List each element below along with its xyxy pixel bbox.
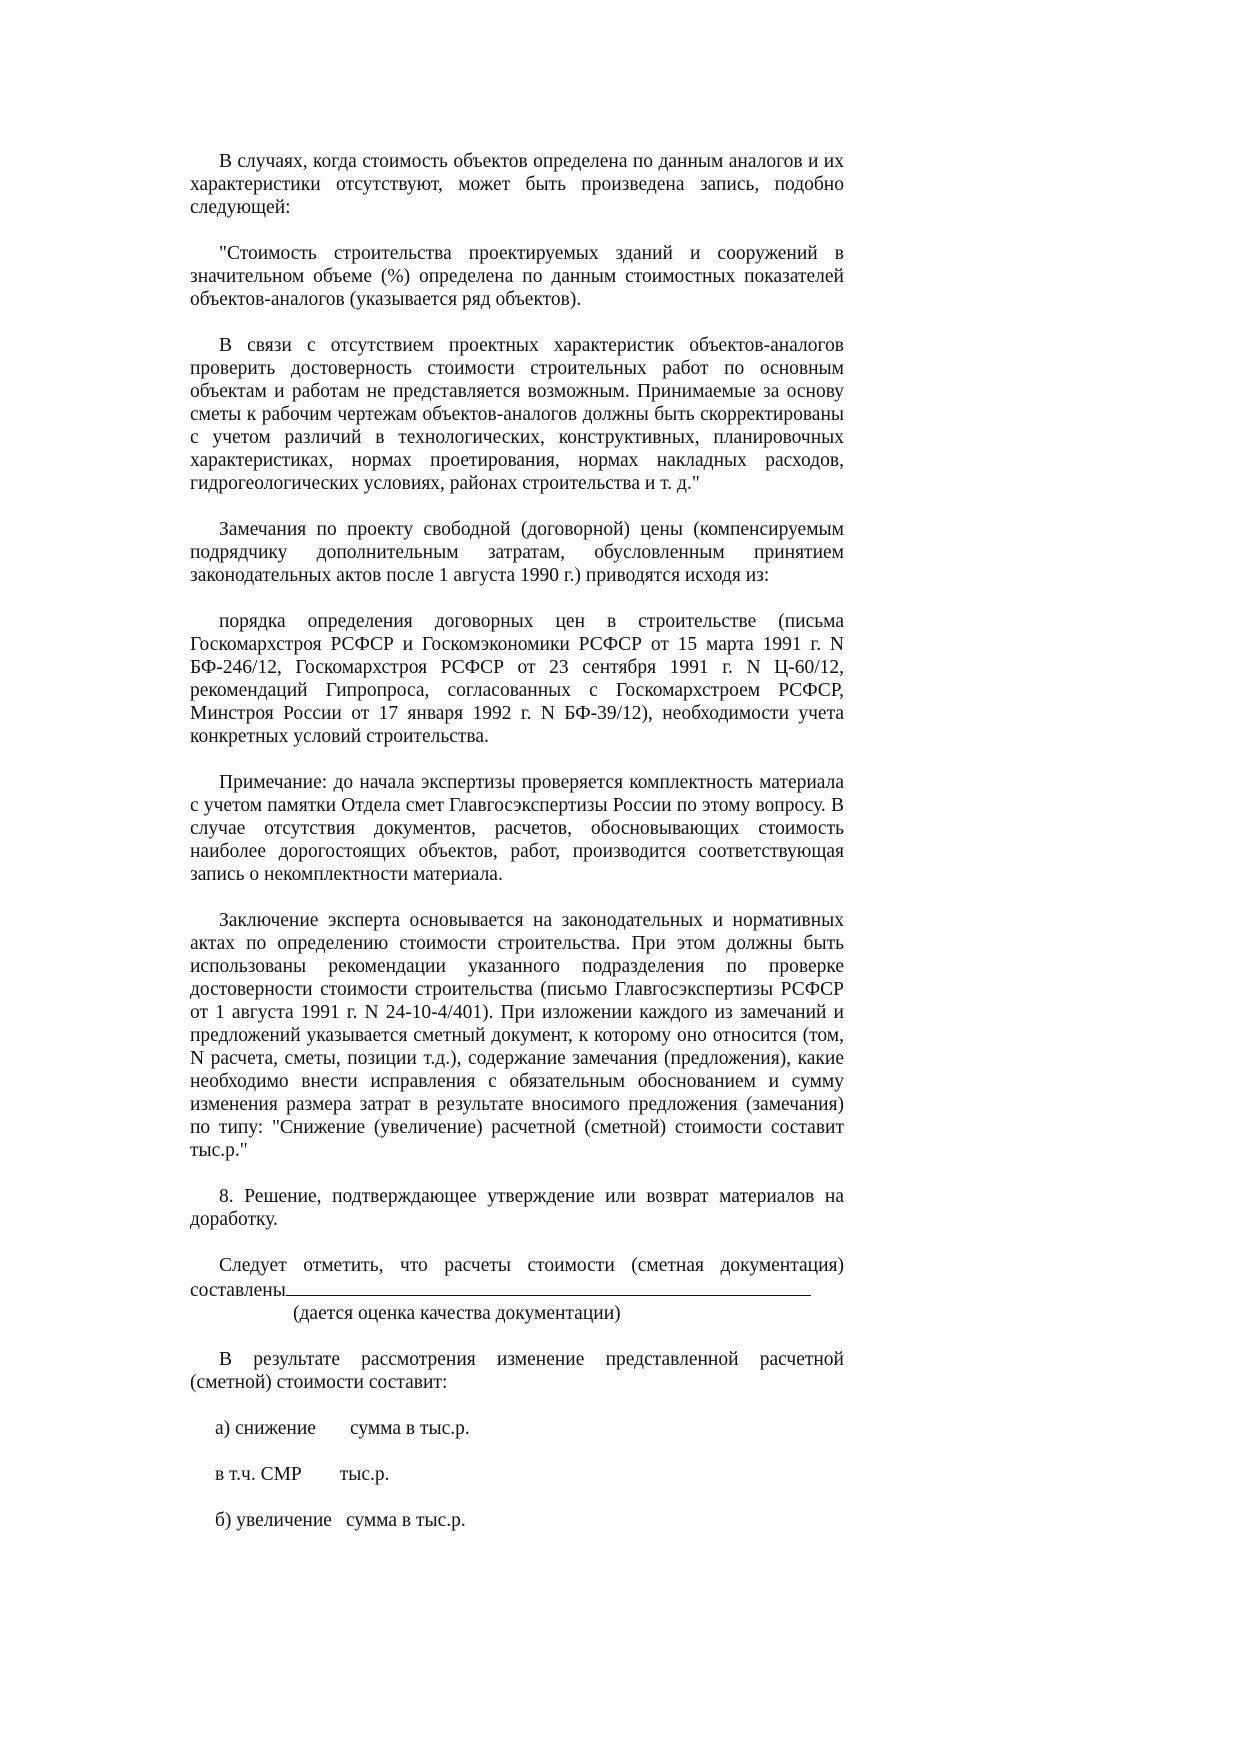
item-increase [190, 1509, 844, 1532]
paragraph-documentation-quality-line2 [190, 1277, 844, 1302]
paragraph-quote-verification: В связи с отсутствием проектных характеристик объектов-аналогов проверить достоверность стоимости строительных работ по основным объектам и работам не представляется возможным. Принимаемые за основу сметы к рабочим чертежам объектов-аналогов должны быть скорректированы с учетом различий в технологических, конструктивных, планировочных характеристиках, нормах проетирования, нормах накладных расходов, гидрогеологических условиях, районах строительства и т. д." [190, 335, 844, 494]
item-smr-value: тыс.р. [339, 1464, 390, 1485]
documentation-quality-text: Следует отметить, что расчеты стоимости (сметная документация) [219, 1255, 844, 1276]
item-decrease-label: а) снижение [215, 1418, 316, 1439]
item-decrease [190, 1417, 844, 1440]
documentation-quality-note: (дается оценка качества документации) [293, 1303, 621, 1324]
item-smr [190, 1463, 844, 1486]
item-smr-label: в т.ч. СМР [215, 1464, 302, 1485]
paragraph-result: В результате рассмотрения изменение представленной расчетной (сметной) стоимости составит: [190, 1349, 844, 1393]
item-increase-label: б) увеличение [215, 1510, 332, 1531]
paragraph-note: Примечание: до начала экспертизы проверяется комплектность материала с учетом памятки Отдела смет Главгосэкспертизы России по этому вопросу. В случае отсутствия документов, расчетов, обосновывающих стоимость наиболее дорогостоящих объектов, работ, производится соответствующая запись о некомплектности материала. [190, 772, 844, 885]
item-increase-value: сумма в тыс.р. [345, 1510, 466, 1531]
documentation-quality-label: составлены [190, 1280, 286, 1301]
paragraph-decision: 8. Решение, подтверждающее утверждение или возврат материалов на доработку. [190, 1186, 844, 1230]
item-decrease-value: сумма в тыс.р. [349, 1418, 470, 1439]
paragraph-expert-conclusion: Заключение эксперта основывается на законодательных и нормативных актах по определению стоимости строительства. При этом должны быть использованы рекомендации указанного подразделения по проверке достоверности стоимости строительства (письмо Главгосэкспертизы РСФСР от 1 августа 1991 г. N 24-10-4/401). При изложении каждого из замечаний и предложений указывается сметный документ, к которому оно относится (том, N расчета, сметы, позиции т.д.), содержание замечания (предложения), какие необходимо внести исправления с обязательным обоснованием и сумму изменения размера затрат в результате вносимого предложения (замечания) по типу: "Снижение (увеличение) расчетной (сметной) стоимости составит тыс.р." [190, 910, 844, 1161]
paragraph-remarks: Замечания по проекту свободной (договорной) цены (компенсируемым подрядчику дополнительным затратам, обусловленным принятием законодательных актов после 1 августа 1990 г.) приводятся исходя из: [190, 519, 844, 586]
paragraph-quote-cost: "Стоимость строительства проектируемых зданий и сооружений в значительном объеме (%) определена по данным стоимостных показателей объектов-аналогов (указывается ряд объектов). [190, 243, 844, 310]
document-page [190, 150, 844, 1532]
paragraph-pricing-order: порядка определения договорных цен в строительстве (письма Госкомархстроя РСФСР и Госкомэкономики РСФСР от 15 марта 1991 г. N БФ-246/12, Госкомархстроя РСФСР от 23 сентября 1991 г. N Ц-60/12, рекомендаций Гипропроса, согласованных с Госкомархстроем РСФСР, Минстроя России от 17 января 1992 г. N БФ-39/12), необходимости учета конкретных условий строительства. [190, 611, 844, 747]
paragraph-documentation-quality-line1 [190, 1254, 844, 1277]
documentation-quality-blank-line [286, 1277, 811, 1296]
paragraph-analogues-intro: В случаях, когда стоимость объектов определена по данным аналогов и их характеристики отсутствуют, может быть произведена запись, подобно следующей: [190, 151, 844, 218]
